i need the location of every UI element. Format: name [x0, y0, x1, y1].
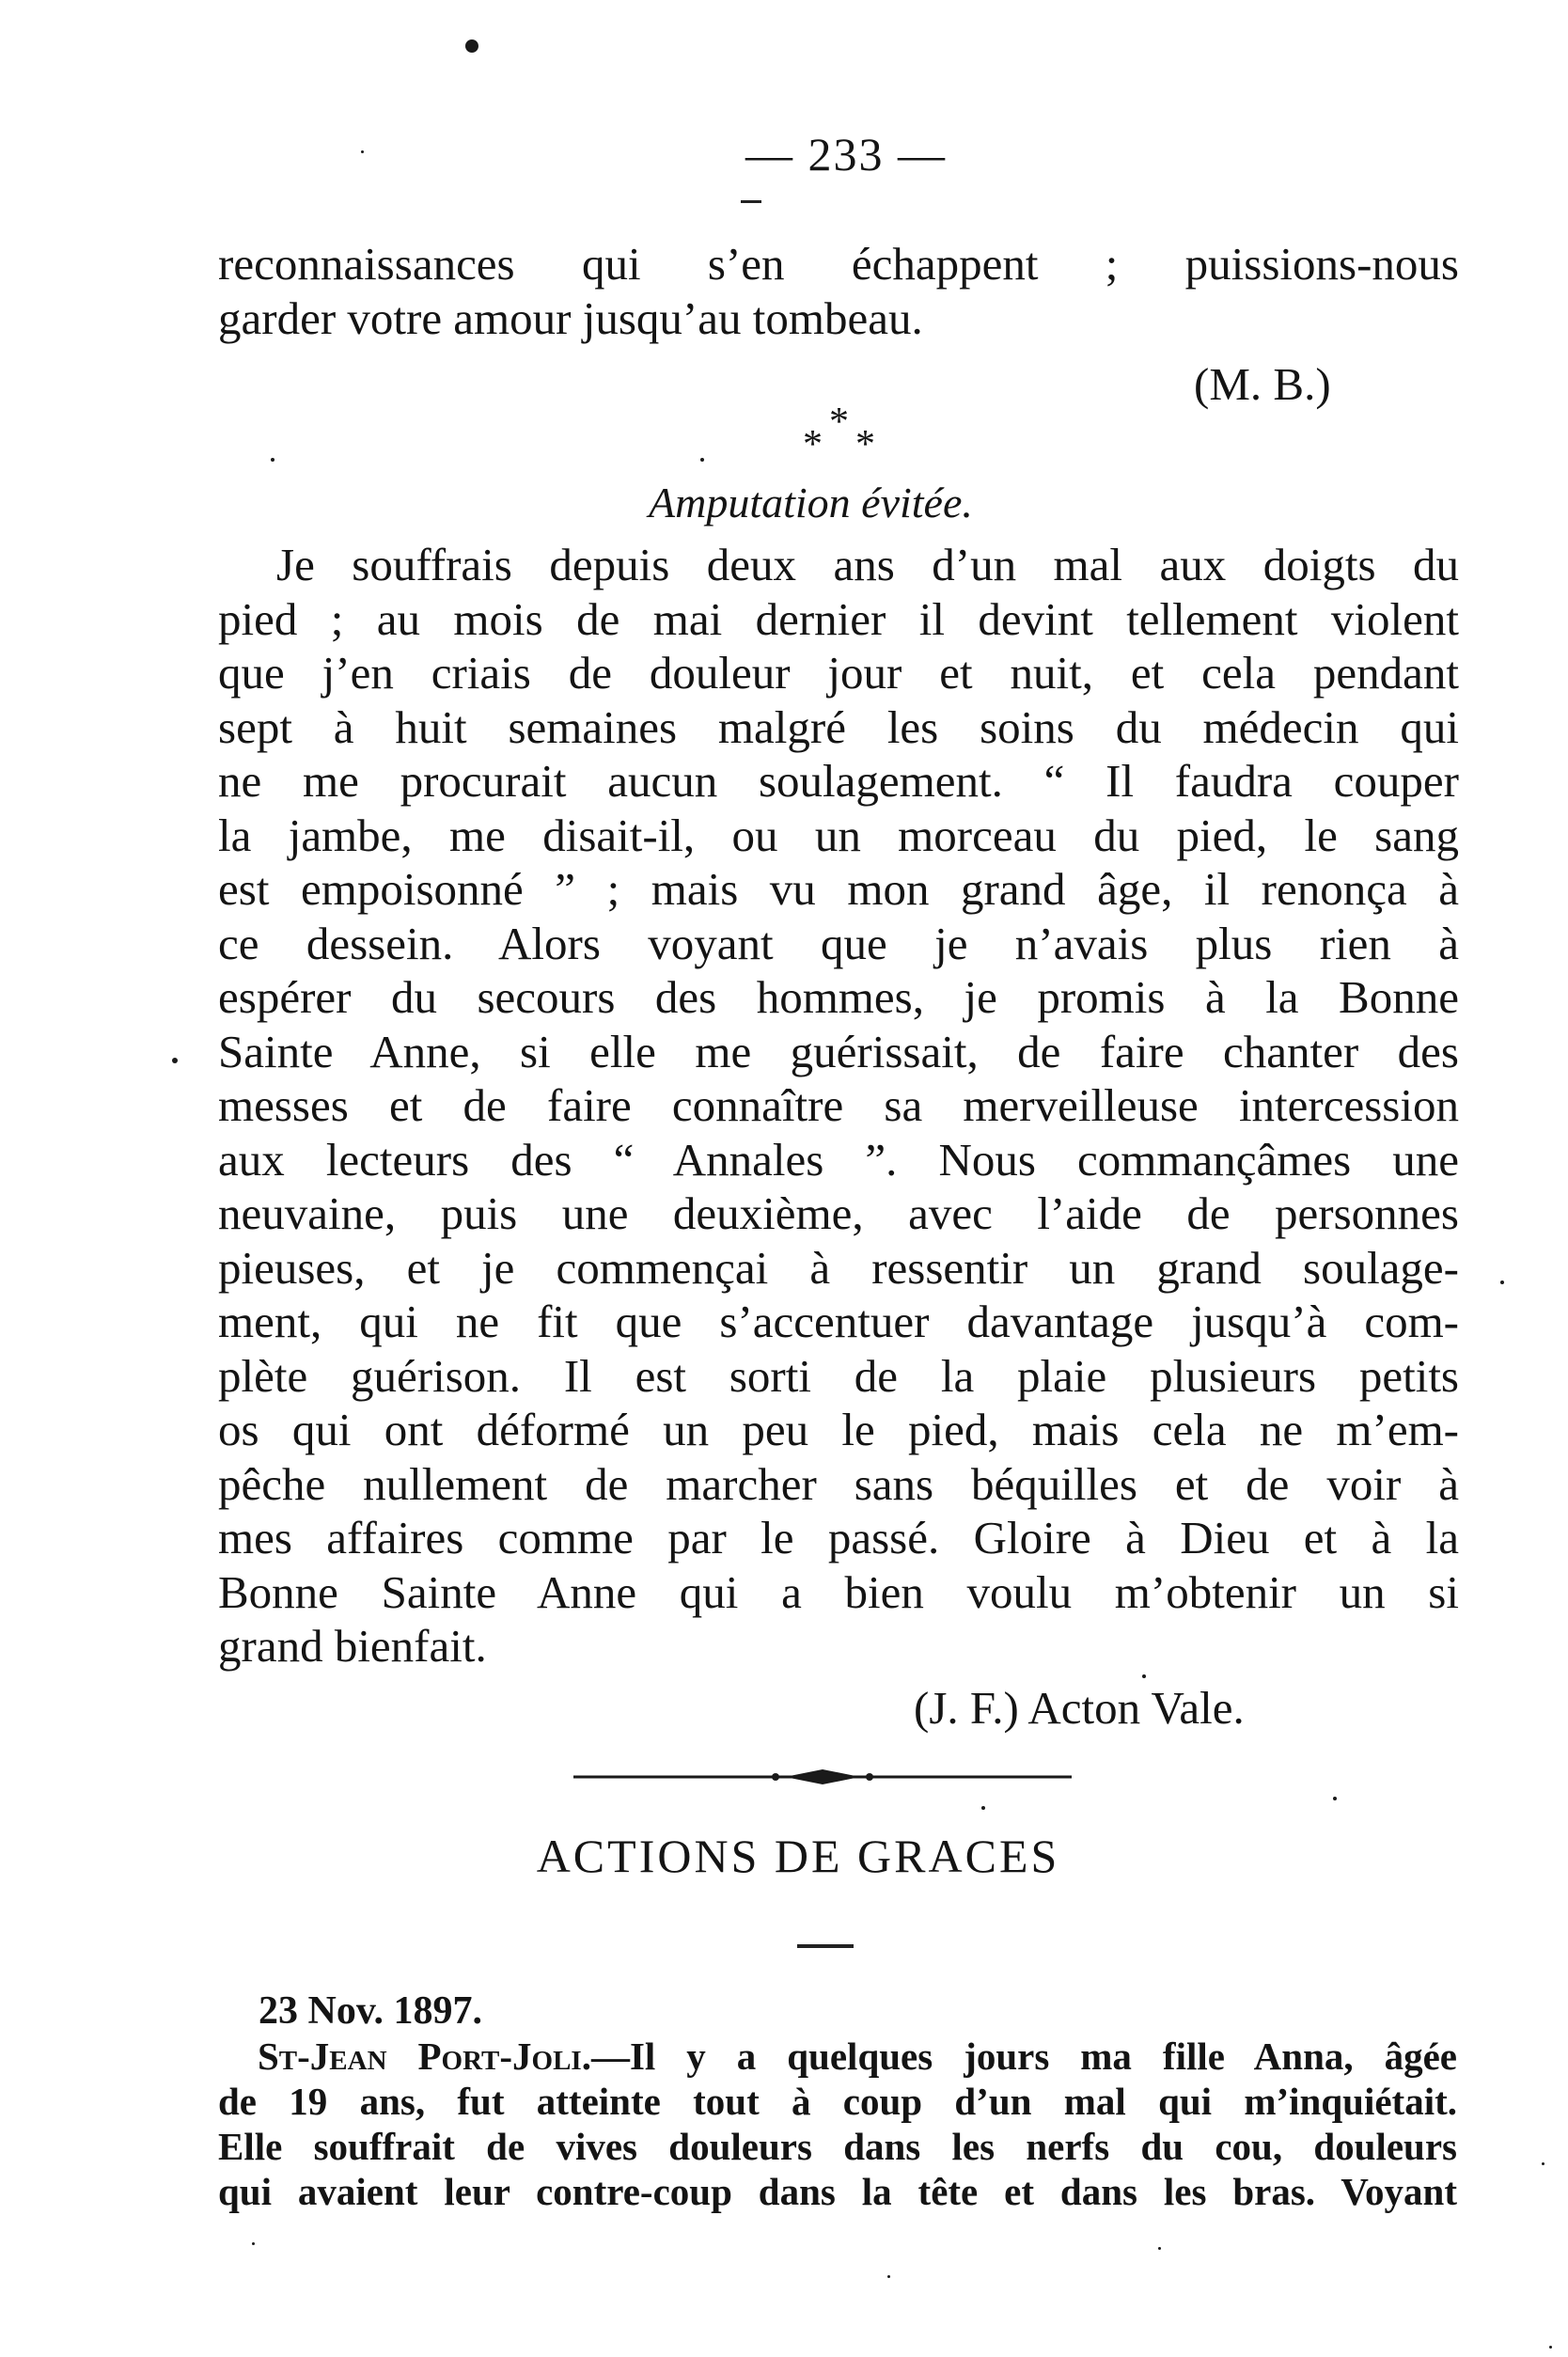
scan-speck	[252, 2242, 255, 2245]
text-line: Je souffrais depuis deux ans d’un mal aux doigts du	[276, 539, 1459, 590]
text-line: ce dessein. Alors voyant que je n’avais plus rien à	[218, 917, 1459, 969]
text-line: de 19 ans, fut atteinte tout à coup d’un mal qui m’inquiétait.	[218, 2080, 1457, 2123]
opening-signature: (M. B.)	[1194, 358, 1331, 410]
scan-speck	[700, 458, 704, 462]
text-line: mes affaires comme par le passé. Gloire à Dieu et à la	[218, 1512, 1459, 1563]
scan-speck	[1142, 1674, 1146, 1678]
text-line: Elle souffrait de vives douleurs dans les nerfs du cou, douleurs	[218, 2125, 1457, 2168]
opening-paragraph	[218, 237, 1459, 345]
text-line: qui avaient leur contre-coup dans la tête et dans les bras. Voyant	[218, 2170, 1457, 2213]
text-line: aux lecteurs des “ Annales ”. Nous commançâmes une	[218, 1133, 1459, 1186]
page-number: — 233 —	[745, 128, 947, 181]
asterism-divider	[790, 402, 893, 478]
text-line: sept à huit semaines malgré les soins du médecin qui	[218, 700, 1459, 753]
entry-first-line-rest: —Il y a quelques jours ma fille Anna, âgée	[590, 2035, 1457, 2078]
ornamental-divider	[573, 1768, 1072, 1786]
entry-place: St-Jean Port-Joli.	[258, 2035, 591, 2078]
asterisk: *	[803, 423, 823, 466]
text-line: pêche nullement de marcher sans béquilles et de voir à	[218, 1457, 1459, 1510]
scan-speck	[1158, 2247, 1161, 2250]
article-title: Amputation évitée.	[649, 479, 973, 526]
text-line: la jambe, me disait-il, ou un morceau du pied, le sang	[218, 809, 1459, 861]
section-rule	[797, 1944, 854, 1948]
text-line: espérer du secours des hommes, je promis à la Bonne	[218, 971, 1459, 1023]
scan-speck	[1333, 1797, 1337, 1800]
scan-speck	[271, 458, 274, 462]
scan-speck	[465, 39, 478, 53]
text-line: pied ; au mois de mai dernier il devint tellement violent	[218, 592, 1459, 645]
text-line: plète guérison. Il est sorti de la plaie plusieurs petits	[218, 1349, 1459, 1402]
header-tick	[741, 200, 761, 203]
text-line: ment, qui ne fit que s’accentuer davantage jusqu’à com-	[218, 1296, 1459, 1347]
entry-date: 23 Nov. 1897.	[259, 1989, 483, 2033]
text-line: reconnaissances qui s’en échappent ; puissions-nous	[218, 238, 1459, 290]
scan-speck	[981, 1806, 985, 1810]
article-signature: (J. F.) Acton Vale.	[914, 1682, 1245, 1734]
scan-speck	[887, 2275, 890, 2278]
scan-speck	[1542, 2162, 1544, 2165]
text-line: neuvaine, puis une deuxième, avec l’aide de personnes	[218, 1187, 1459, 1239]
text-line: est empoisonné ” ; mais vu mon grand âge, il renonça à	[218, 863, 1459, 915]
text-line: Bonne Sainte Anne qui a bien voulu m’obtenir un si	[218, 1565, 1459, 1618]
section-title: ACTIONS DE GRACES	[536, 1830, 1060, 1882]
scan-speck	[361, 150, 364, 153]
scan-speck	[172, 1058, 178, 1063]
entry-first-line	[218, 2034, 1457, 2079]
text-line: pieuses, et je commençai à ressentir un grand soulage-	[218, 1241, 1459, 1294]
article-body	[218, 538, 1459, 1673]
asterisk: *	[829, 401, 849, 444]
text-line: ne me procurait aucun soulagement. “ Il faudra couper	[218, 755, 1459, 807]
text-line: garder votre amour jusqu’au tombeau.	[218, 291, 923, 344]
scan-speck	[1500, 1281, 1504, 1284]
text-line: os qui ont déformé un peu le pied, mais cela ne m’em-	[218, 1404, 1459, 1455]
asterisk: *	[855, 423, 875, 466]
text-line: messes et de faire connaître sa merveilleuse intercession	[218, 1079, 1459, 1131]
entry-body	[218, 2034, 1457, 2214]
text-line: Sainte Anne, si elle me guérissait, de faire chanter des	[218, 1025, 1459, 1077]
scan-speck	[1549, 2346, 1552, 2349]
text-line: grand bienfait.	[218, 1620, 487, 1672]
text-line: que j’en criais de douleur jour et nuit, et cela pendant	[218, 647, 1459, 699]
